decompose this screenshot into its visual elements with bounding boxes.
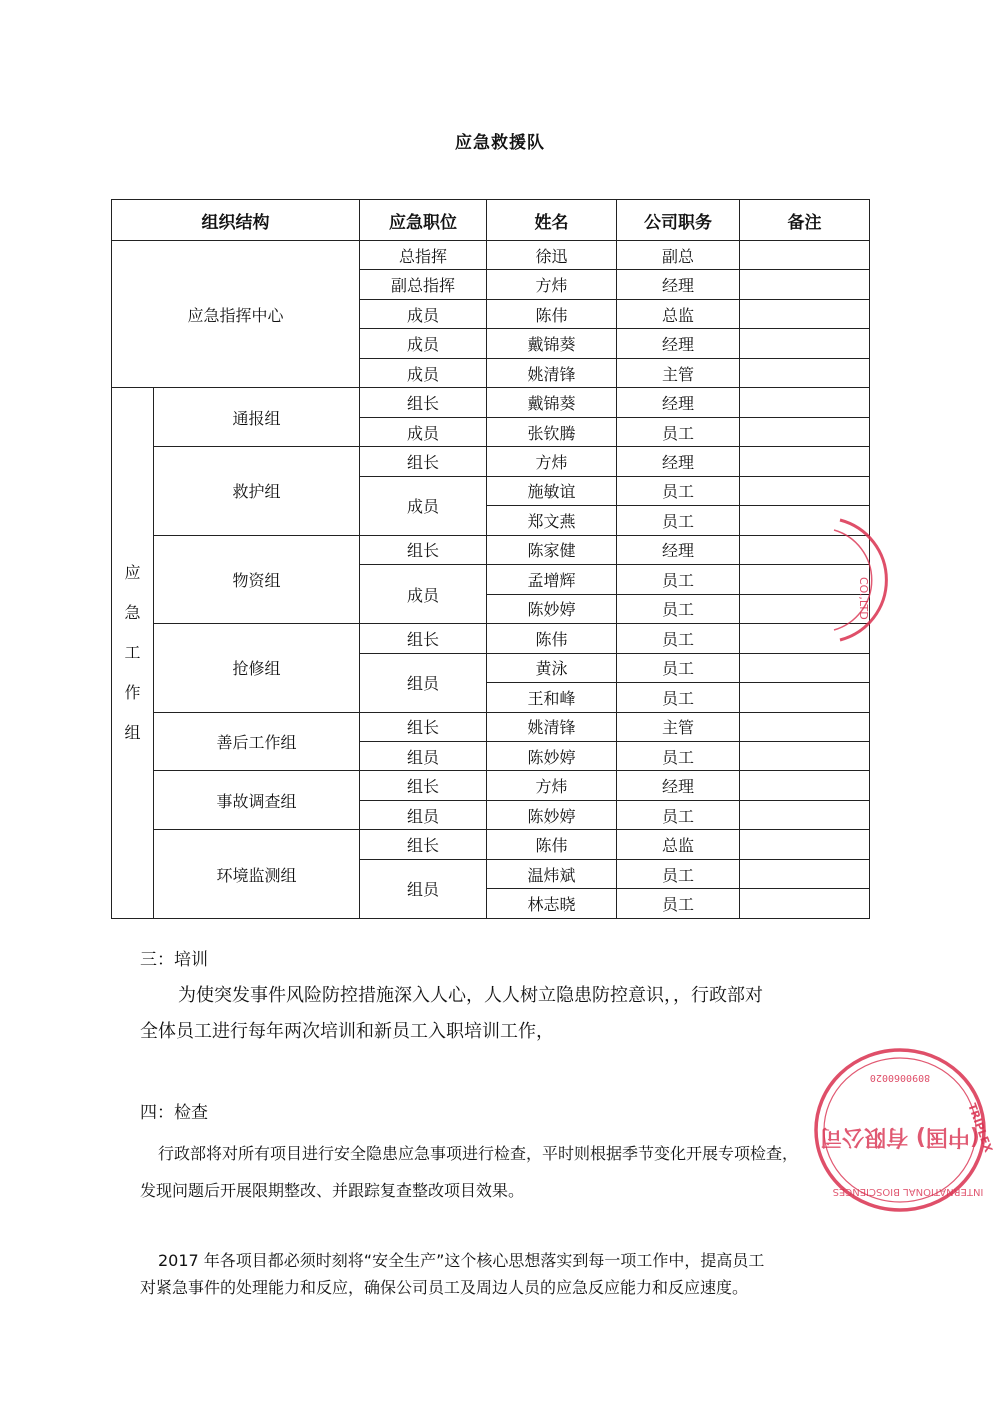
remarks-cell	[740, 388, 870, 417]
job-title-cell: 员工	[617, 800, 740, 829]
group-name-cell: 通报组	[154, 388, 360, 447]
group-name-cell: 物资组	[154, 535, 360, 623]
table-row	[112, 771, 870, 800]
position-cell: 组长	[360, 830, 487, 859]
section-training-heading: 三：培训	[140, 950, 208, 970]
position-cell: 成员	[360, 476, 487, 535]
name-cell: 黄泳	[487, 653, 617, 682]
job-title-cell: 员工	[617, 889, 740, 919]
job-title-cell: 员工	[617, 653, 740, 682]
command-center-label: 应急指挥中心	[112, 241, 360, 388]
position-cell: 组长	[360, 535, 487, 564]
table-row	[112, 388, 870, 417]
position-cell: 组员	[360, 653, 487, 712]
name-cell: 施敏谊	[487, 476, 617, 505]
header-name: 姓名	[487, 200, 617, 241]
work-group-char: 组	[124, 723, 141, 743]
job-title-cell: 主管	[617, 358, 740, 387]
group-name-cell: 环境监测组	[154, 830, 360, 919]
name-cell: 徐迅	[487, 241, 617, 270]
position-cell: 总指挥	[360, 241, 487, 270]
job-title-cell: 主管	[617, 712, 740, 741]
table-header-row	[112, 200, 870, 241]
remarks-cell	[740, 889, 870, 919]
job-title-cell: 员工	[617, 624, 740, 653]
work-group-char: 应	[124, 563, 141, 583]
name-cell: 陈妙婷	[487, 741, 617, 770]
section-inspection-heading: 四：检查	[140, 1103, 208, 1123]
group-name-cell: 救护组	[154, 447, 360, 535]
group-name-cell: 抢修组	[154, 624, 360, 712]
position-cell: 组员	[360, 800, 487, 829]
position-cell: 成员	[360, 417, 487, 446]
closing-line2: 对紧急事件的处理能力和反应，确保公司员工及周边人员的应急反应能力和反应速度。	[140, 1278, 749, 1297]
position-cell: 组长	[360, 771, 487, 800]
work-group-char: 工	[124, 643, 141, 663]
position-cell: 组长	[360, 712, 487, 741]
position-cell: 成员	[360, 299, 487, 328]
partial-company-seal	[820, 515, 880, 645]
svg-text:INTERNATIONAL BIOSCIENCES: INTERNATIONAL BIOSCIENCES	[832, 1186, 984, 1197]
name-cell: 张钦腾	[487, 417, 617, 446]
name-cell: 孟增辉	[487, 565, 617, 594]
section-inspection-line1: 行政部将对所有项目进行安全隐患应急事项进行检查，平时则根据季节变化开展专项检查，	[158, 1144, 799, 1163]
position-cell: 组员	[360, 741, 487, 770]
job-title-cell: 员工	[617, 476, 740, 505]
work-group-char: 作	[124, 683, 141, 703]
remarks-cell	[740, 800, 870, 829]
header-remarks: 备注	[740, 200, 870, 241]
table-row	[112, 830, 870, 859]
remarks-cell	[740, 653, 870, 682]
table-row	[112, 712, 870, 741]
header-structure: 组织结构	[112, 200, 360, 241]
header-position: 应急职位	[360, 200, 487, 241]
job-title-cell: 经理	[617, 447, 740, 476]
remarks-cell	[740, 859, 870, 888]
position-cell: 副总指挥	[360, 270, 487, 299]
job-title-cell: 员工	[617, 683, 740, 712]
job-title-cell: 副总	[617, 241, 740, 270]
job-title-cell: 员工	[617, 417, 740, 446]
table-row	[112, 241, 870, 270]
position-cell: 组长	[360, 388, 487, 417]
name-cell: 陈家健	[487, 535, 617, 564]
group-name-cell: 善后工作组	[154, 712, 360, 771]
section-training-line2: 全体员工进行每年两次培训和新员工入职培训工作，	[140, 1021, 554, 1042]
position-cell: 成员	[360, 358, 487, 387]
remarks-cell	[740, 741, 870, 770]
remarks-cell	[740, 476, 870, 505]
job-title-cell: 员工	[617, 594, 740, 623]
company-seal	[808, 1045, 995, 1215]
name-cell: 王和峰	[487, 683, 617, 712]
position-cell: 成员	[360, 329, 487, 358]
job-title-cell: 经理	[617, 270, 740, 299]
remarks-cell	[740, 447, 870, 476]
table-row	[112, 535, 870, 564]
svg-text:CO.,LTD: CO.,LTD	[857, 577, 870, 620]
job-title-cell: 员工	[617, 741, 740, 770]
group-name-cell: 事故调查组	[154, 771, 360, 830]
section-inspection-line2: 发现问题后开展限期整改、并跟踪复查整改项目效果。	[140, 1181, 525, 1200]
job-title-cell: 总监	[617, 830, 740, 859]
name-cell: 郑文燕	[487, 506, 617, 535]
header-job-title: 公司职务	[617, 200, 740, 241]
table-row	[112, 624, 870, 653]
remarks-cell	[740, 830, 870, 859]
remarks-cell	[740, 299, 870, 328]
job-title-cell: 经理	[617, 388, 740, 417]
remarks-cell	[740, 329, 870, 358]
svg-text:(中国) 有限公司: (中国) 有限公司	[820, 1124, 980, 1149]
job-title-cell: 员工	[617, 506, 740, 535]
name-cell: 林志晓	[487, 889, 617, 919]
job-title-cell: 经理	[617, 329, 740, 358]
name-cell: 方炜	[487, 447, 617, 476]
remarks-cell	[740, 417, 870, 446]
name-cell: 方炜	[487, 270, 617, 299]
name-cell: 戴锦葵	[487, 329, 617, 358]
remarks-cell	[740, 270, 870, 299]
remarks-cell	[740, 683, 870, 712]
name-cell: 陈伟	[487, 830, 617, 859]
name-cell: 陈妙婷	[487, 800, 617, 829]
name-cell: 方炜	[487, 771, 617, 800]
svg-text:TRIPLEX: TRIPLEX	[965, 1101, 995, 1155]
name-cell: 温炜斌	[487, 859, 617, 888]
work-group-char: 急	[124, 603, 141, 623]
name-cell: 姚清锋	[487, 358, 617, 387]
section-training-line1: 为使突发事件风险防控措施深入人心，人人树立隐患防控意识，，行政部对	[178, 985, 763, 1006]
job-title-cell: 总监	[617, 299, 740, 328]
name-cell: 戴锦葵	[487, 388, 617, 417]
closing-line1: 2017 年各项目都必须时刻将“安全生产”这个核心思想落实到每一项工作中，提高员工	[158, 1251, 765, 1270]
remarks-cell	[740, 712, 870, 741]
page-title: 应急救援队	[455, 133, 545, 153]
position-cell: 组员	[360, 859, 487, 918]
job-title-cell: 员工	[617, 565, 740, 594]
name-cell: 陈伟	[487, 624, 617, 653]
position-cell: 组长	[360, 624, 487, 653]
emergency-team-table	[111, 199, 870, 919]
position-cell: 组长	[360, 447, 487, 476]
name-cell: 陈伟	[487, 299, 617, 328]
remarks-cell	[740, 241, 870, 270]
job-title-cell: 员工	[617, 859, 740, 888]
name-cell: 姚清锋	[487, 712, 617, 741]
job-title-cell: 经理	[617, 771, 740, 800]
name-cell: 陈妙婷	[487, 594, 617, 623]
job-title-cell: 经理	[617, 535, 740, 564]
remarks-cell	[740, 358, 870, 387]
work-group-label	[112, 388, 154, 919]
svg-text:8090060020: 8090060020	[869, 1072, 931, 1083]
table-row	[112, 447, 870, 476]
remarks-cell	[740, 771, 870, 800]
position-cell: 成员	[360, 565, 487, 624]
